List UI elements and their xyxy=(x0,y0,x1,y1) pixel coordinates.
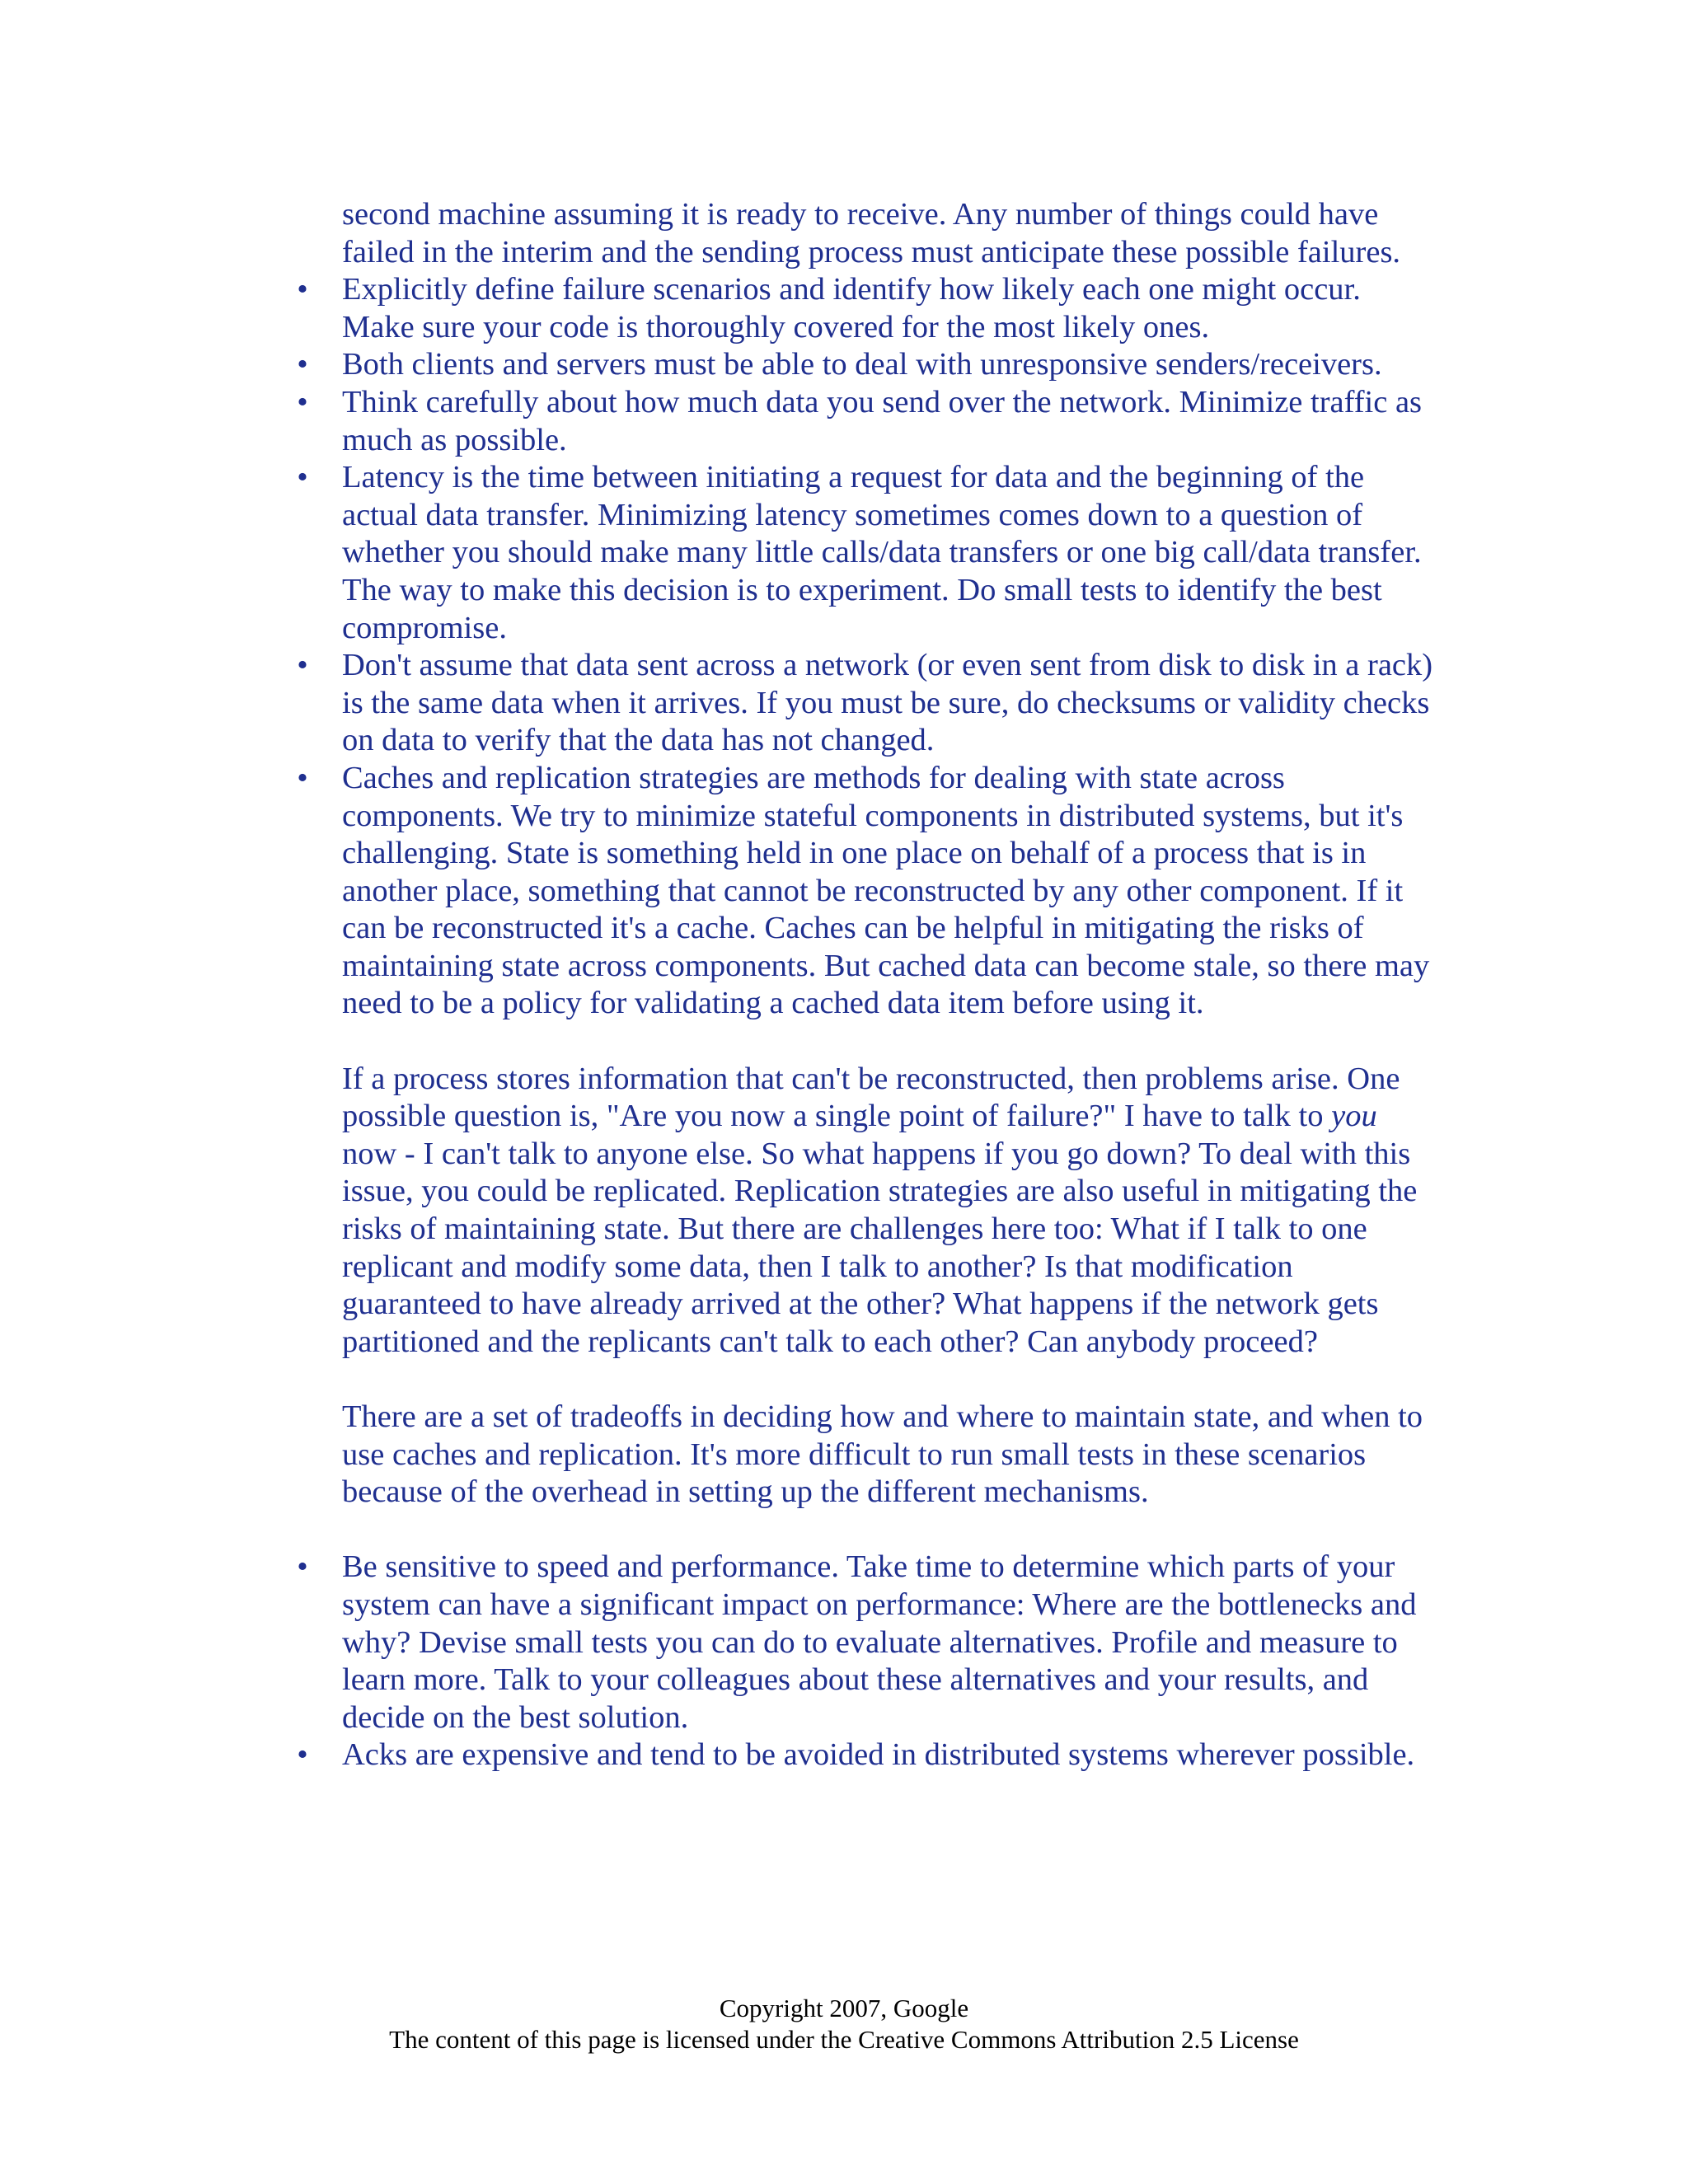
copyright-notice: Copyright 2007, Google xyxy=(719,1994,969,2022)
emphasis-you: you xyxy=(1331,1099,1377,1134)
page-footer xyxy=(0,1993,1688,2055)
bullet-text: Don't assume that data sent across a network (or even sent from disk to disk in a rack) is the same data when it arrives. If you must be sure, do checksums or validity checks on data to verify that the data has not changed. xyxy=(342,648,1433,758)
bullet-text: Explicitly define failure scenarios and identify how likely each one might occur. Make sure your code is thoroughly covered for the most likely ones. xyxy=(342,272,1361,344)
state-paragraph xyxy=(342,1061,1438,1361)
bullet-item xyxy=(297,384,1438,459)
bullet-marker: • xyxy=(297,648,308,683)
state-paragraph-text-end: now - I can't talk to anyone else. So what happens if you go down? To deal with this issue, you could be replicated. Replication strategies are also useful in mitigating the risks of maintaining state. But there are challenges here too: What if I talk to one replicant and modify some data, then I talk to another? Is that modification guaranteed to have already arrived at the other? What happens if the network gets partitioned and the replicants can't talk to each other? Can anybody proceed? xyxy=(342,1136,1418,1359)
bullet-item xyxy=(297,1736,1438,1774)
bullet-item xyxy=(297,1549,1438,1736)
bullet-marker: • xyxy=(297,460,308,495)
bullet-item xyxy=(297,271,1438,346)
bullet-item xyxy=(297,647,1438,760)
bullet-marker: • xyxy=(297,1737,308,1773)
bullet-text: Acks are expensive and tend to be avoided in distributed systems wherever possible. xyxy=(342,1737,1415,1773)
paragraph-gap xyxy=(342,1511,1438,1549)
bullet-marker: • xyxy=(297,384,308,419)
state-paragraph-text-start: If a process stores information that can't be reconstructed, then problems arise. One possible question is, "Are you now a single point of failure?" I have to talk to xyxy=(342,1061,1400,1134)
paragraph-gap xyxy=(342,1023,1438,1061)
page-body xyxy=(297,196,1438,1774)
tradeoffs-paragraph: There are a set of tradeoffs in deciding how and where to maintain state, and when to use caches and replication. It's more difficult to run small tests in these scenarios because of the overhead in setting up the different mechanisms. xyxy=(342,1399,1423,1510)
bullet-item xyxy=(297,459,1438,647)
bullet-marker: • xyxy=(297,272,308,307)
bullet-text: Latency is the time between initiating a request for data and the beginning of the actual data transfer. Minimizing latency sometimes comes down to a question of whether you should make many little calls/data transfers or one big call/data transfer. The way to make this decision is to experiment. Do small tests to identify the best compromise. xyxy=(342,460,1422,645)
continuation-paragraph: second machine assuming it is ready to receive. Any number of things could have failed in the interim and the sending process must anticipate these possible failures. xyxy=(342,197,1401,269)
bullet-text: Caches and replication strategies are methods for dealing with state across components. We try to minimize stateful components in distributed systems, but it's challenging. State is something held in one place on behalf of a process that is in another place, something that cannot be reconstructed by any other component. If it can be reconstructed it's a cache. Caches can be helpful in mitigating the risks of maintaining state across components. But cached data can become stale, so there may need to be a policy for validating a cached data item before using it. xyxy=(342,760,1430,1021)
bullet-marker: • xyxy=(297,347,308,382)
bullet-text: Both clients and servers must be able to deal with unresponsive senders/receivers. xyxy=(342,347,1382,382)
paragraph-gap xyxy=(342,1361,1438,1399)
bullet-marker: • xyxy=(297,760,308,795)
bullet-marker: • xyxy=(297,1549,308,1585)
bullet-item xyxy=(297,760,1438,1023)
bullet-text: Think carefully about how much data you send over the network. Minimize traffic as much as possible. xyxy=(342,384,1423,457)
bullet-text: Be sensitive to speed and performance. Take time to determine which parts of your system can have a significant impact on performance: Where are the bottlenecks and why? Devise small tests you can do to evaluate alternatives. Profile and measure to learn more. Talk to your colleagues about these alternatives and your results, and decide on the best solution. xyxy=(342,1549,1417,1735)
license-notice: The content of this page is licensed under the Creative Commons Attribution 2.5 License xyxy=(389,2025,1299,2054)
bullet-item xyxy=(297,346,1438,384)
